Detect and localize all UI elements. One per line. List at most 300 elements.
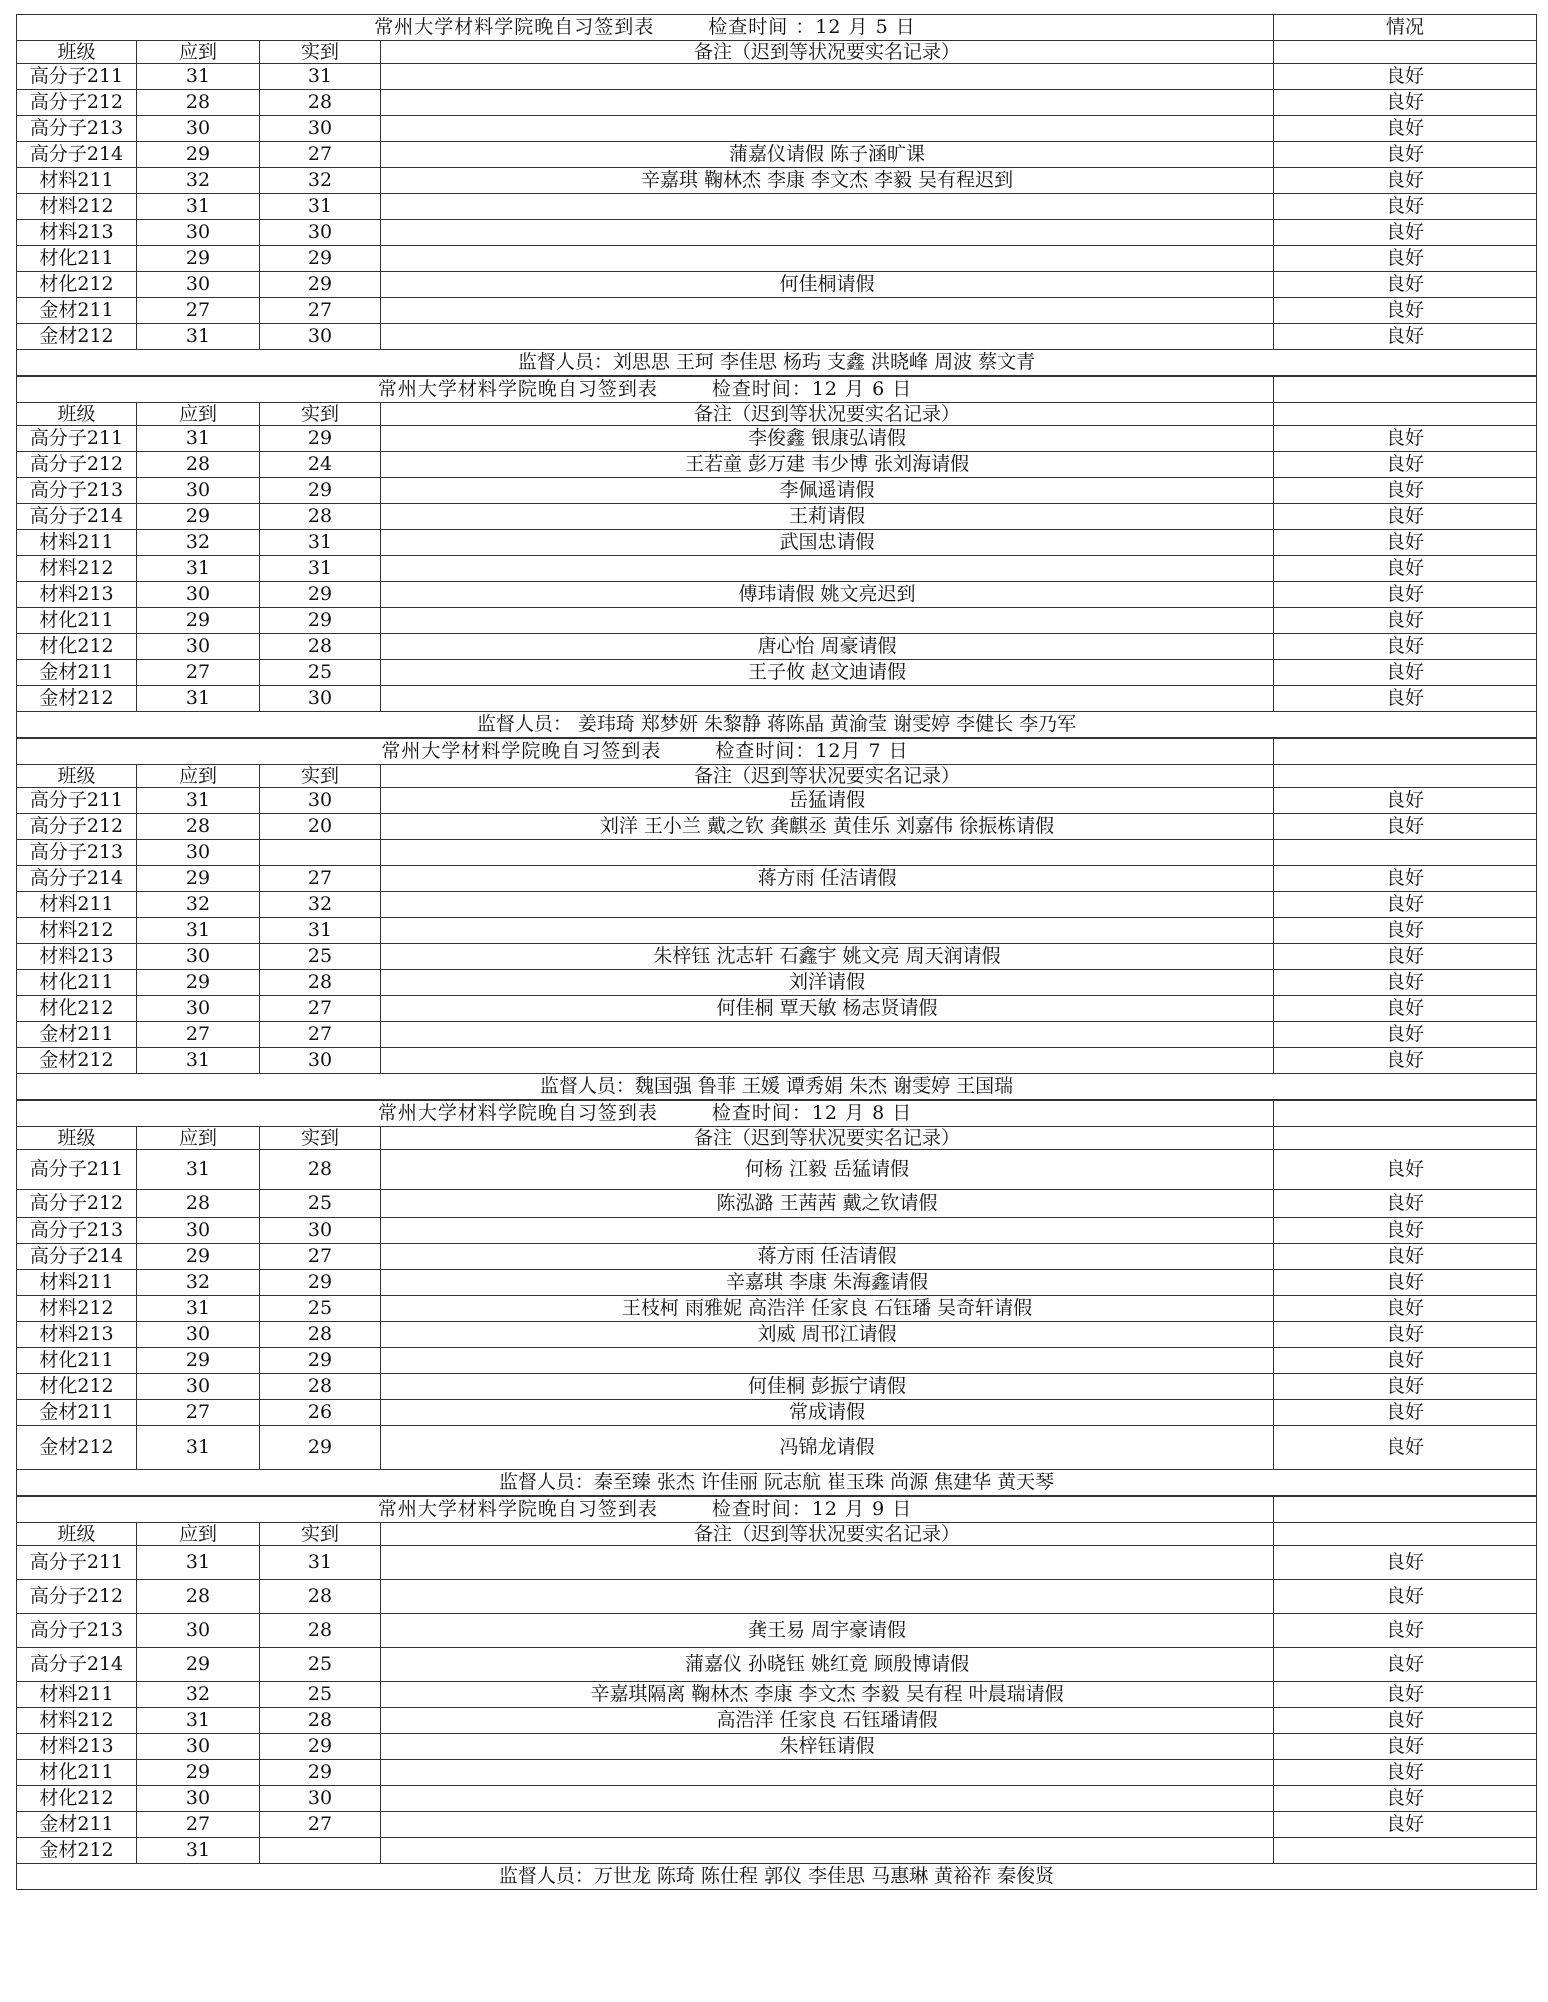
- actual-cell: 29: [260, 1734, 381, 1760]
- expected-cell: 31: [137, 1296, 260, 1322]
- col-header-note: 备注（迟到等状况要实名记录）: [381, 403, 1274, 426]
- class-cell: 材化211: [17, 1760, 137, 1786]
- class-cell: 材料212: [17, 556, 137, 582]
- table-row: [17, 1048, 1537, 1074]
- expected-cell: 29: [137, 142, 260, 168]
- note-cell: [381, 194, 1274, 220]
- expected-cell: 27: [137, 1022, 260, 1048]
- actual-cell: 28: [260, 634, 381, 660]
- class-cell: 材化212: [17, 272, 137, 298]
- status-cell: 良好: [1274, 1296, 1537, 1322]
- class-cell: 高分子214: [17, 504, 137, 530]
- class-cell: 高分子212: [17, 1580, 137, 1614]
- expected-cell: 31: [137, 1426, 260, 1470]
- actual-cell: 29: [260, 1760, 381, 1786]
- note-cell: 辛嘉琪 鞠林杰 李康 李文杰 李毅 吴有程迟到: [381, 168, 1274, 194]
- status-cell: 良好: [1274, 426, 1537, 452]
- table-row: [17, 194, 1537, 220]
- col-header-note: 备注（迟到等状况要实名记录）: [381, 1523, 1274, 1546]
- table-row: [17, 686, 1537, 712]
- supervisors-line: 监督人员： 姜玮琦 郑梦妍 朱黎静 蒋陈晶 黄渝莹 谢雯婷 李健长 李乃军: [17, 712, 1537, 738]
- status-cell: 良好: [1274, 582, 1537, 608]
- col-header-expected: 应到: [137, 41, 260, 64]
- actual-cell: 30: [260, 324, 381, 350]
- status-cell: 良好: [1274, 1048, 1537, 1074]
- check-date: 检查时间：12 月 9 日: [711, 1498, 913, 1520]
- note-cell: 王子攸 赵文迪请假: [381, 660, 1274, 686]
- note-cell: 辛嘉琪隔离 鞠林杰 李康 李文杰 李毅 吴有程 叶晨瑞请假: [381, 1682, 1274, 1708]
- table-row: [17, 1760, 1537, 1786]
- expected-cell: 28: [137, 90, 260, 116]
- col-header-blank: [1274, 1127, 1537, 1150]
- note-cell: 武国忠请假: [381, 530, 1274, 556]
- col-header-expected: 应到: [137, 1523, 260, 1546]
- note-cell: 李佩遥请假: [381, 478, 1274, 504]
- expected-cell: 31: [137, 918, 260, 944]
- table-row: [17, 660, 1537, 686]
- expected-cell: 27: [137, 298, 260, 324]
- note-cell: 刘洋 王小兰 戴之钦 龚麒丞 黄佳乐 刘嘉伟 徐振栋请假: [381, 814, 1274, 840]
- table-row: [17, 1708, 1537, 1734]
- status-cell: 良好: [1274, 246, 1537, 272]
- supervisors-line: 监督人员：魏国强 鲁菲 王媛 谭秀娟 朱杰 谢雯婷 王国瑞: [17, 1074, 1537, 1100]
- actual-cell: 31: [260, 194, 381, 220]
- note-cell: [381, 64, 1274, 90]
- table-row: [17, 556, 1537, 582]
- table-row: [17, 64, 1537, 90]
- check-date: 检查时间：12 月 6 日: [711, 378, 913, 400]
- status-header: [1274, 739, 1537, 765]
- expected-cell: 30: [137, 1614, 260, 1648]
- expected-cell: 31: [137, 426, 260, 452]
- table-row: [17, 1374, 1537, 1400]
- note-cell: [381, 1838, 1274, 1864]
- expected-cell: 29: [137, 866, 260, 892]
- actual-cell: 30: [260, 686, 381, 712]
- actual-cell: 25: [260, 660, 381, 686]
- actual-cell: 30: [260, 116, 381, 142]
- expected-cell: 30: [137, 1322, 260, 1348]
- table-row: [17, 168, 1537, 194]
- expected-cell: 31: [137, 1048, 260, 1074]
- status-cell: 良好: [1274, 1812, 1537, 1838]
- class-cell: 材化212: [17, 634, 137, 660]
- status-cell: 良好: [1274, 168, 1537, 194]
- class-cell: 材料213: [17, 944, 137, 970]
- note-cell: [381, 608, 1274, 634]
- table-row: [17, 1734, 1537, 1760]
- status-cell: 良好: [1274, 530, 1537, 556]
- actual-cell: 28: [260, 1322, 381, 1348]
- class-cell: 材料211: [17, 1270, 137, 1296]
- note-cell: 王若童 彭万建 韦少博 张刘海请假: [381, 452, 1274, 478]
- status-header: [1274, 1101, 1537, 1127]
- class-cell: 高分子213: [17, 840, 137, 866]
- status-cell: 良好: [1274, 892, 1537, 918]
- status-cell: 良好: [1274, 1218, 1537, 1244]
- status-cell: 良好: [1274, 1648, 1537, 1682]
- expected-cell: 31: [137, 324, 260, 350]
- actual-cell: 29: [260, 1426, 381, 1470]
- status-cell: 良好: [1274, 452, 1537, 478]
- class-cell: 高分子214: [17, 1648, 137, 1682]
- actual-cell: 28: [260, 1580, 381, 1614]
- actual-cell: 32: [260, 168, 381, 194]
- actual-cell: 29: [260, 478, 381, 504]
- class-cell: 高分子212: [17, 1190, 137, 1218]
- status-cell: 良好: [1274, 1270, 1537, 1296]
- actual-cell: 26: [260, 1400, 381, 1426]
- expected-cell: 29: [137, 1648, 260, 1682]
- note-cell: 蒋方雨 任洁请假: [381, 1244, 1274, 1270]
- actual-cell: 28: [260, 1150, 381, 1190]
- title-text: 常州大学材料学院晚自习签到表: [377, 1498, 658, 1520]
- col-header-expected: 应到: [137, 403, 260, 426]
- col-header-actual: 实到: [260, 403, 381, 426]
- note-cell: [381, 1048, 1274, 1074]
- status-cell: 良好: [1274, 1244, 1537, 1270]
- status-cell: 良好: [1274, 1022, 1537, 1048]
- status-cell: 良好: [1274, 944, 1537, 970]
- actual-cell: 31: [260, 556, 381, 582]
- expected-cell: 32: [137, 530, 260, 556]
- status-cell: 良好: [1274, 686, 1537, 712]
- table-row: [17, 478, 1537, 504]
- note-cell: [381, 116, 1274, 142]
- expected-cell: 27: [137, 660, 260, 686]
- class-cell: 高分子212: [17, 90, 137, 116]
- note-cell: 龚王易 周宇豪请假: [381, 1614, 1274, 1648]
- expected-cell: 30: [137, 634, 260, 660]
- table-row: [17, 1580, 1537, 1614]
- actual-cell: 28: [260, 1708, 381, 1734]
- status-cell: 良好: [1274, 1734, 1537, 1760]
- expected-cell: 30: [137, 478, 260, 504]
- check-date: 检查时间 ：12 月 5 日: [708, 16, 916, 38]
- actual-cell: 27: [260, 1812, 381, 1838]
- status-cell: 良好: [1274, 220, 1537, 246]
- note-cell: [381, 246, 1274, 272]
- expected-cell: 28: [137, 814, 260, 840]
- class-cell: 材化211: [17, 1348, 137, 1374]
- table-row: [17, 582, 1537, 608]
- expected-cell: 30: [137, 1374, 260, 1400]
- note-cell: 刘洋请假: [381, 970, 1274, 996]
- class-cell: 材料211: [17, 530, 137, 556]
- expected-cell: 30: [137, 582, 260, 608]
- class-cell: 金材211: [17, 1400, 137, 1426]
- col-header-class: 班级: [17, 41, 137, 64]
- status-cell: 良好: [1274, 866, 1537, 892]
- status-cell: 良好: [1274, 142, 1537, 168]
- class-cell: 高分子211: [17, 426, 137, 452]
- expected-cell: 31: [137, 686, 260, 712]
- table-row: [17, 970, 1537, 996]
- col-header-note: 备注（迟到等状况要实名记录）: [381, 1127, 1274, 1150]
- status-cell: 良好: [1274, 970, 1537, 996]
- class-cell: 材料213: [17, 1322, 137, 1348]
- expected-cell: 29: [137, 970, 260, 996]
- supervisors-line: 监督人员：秦至臻 张杰 许佳丽 阮志航 崔玉珠 尚源 焦建华 黄天琴: [17, 1470, 1537, 1496]
- note-cell: [381, 1786, 1274, 1812]
- class-cell: 材料213: [17, 220, 137, 246]
- col-header-note: 备注（迟到等状况要实名记录）: [381, 41, 1274, 64]
- status-cell: 良好: [1274, 1580, 1537, 1614]
- table-row: [17, 996, 1537, 1022]
- class-cell: 材化211: [17, 970, 137, 996]
- col-header-actual: 实到: [260, 1127, 381, 1150]
- note-cell: [381, 324, 1274, 350]
- actual-cell: 28: [260, 90, 381, 116]
- attendance-sheet: [16, 14, 1536, 1890]
- note-cell: 陈泓潞 王茜茜 戴之钦请假: [381, 1190, 1274, 1218]
- class-cell: 金材211: [17, 660, 137, 686]
- checkin-table: [16, 376, 1537, 738]
- note-cell: 常成请假: [381, 1400, 1274, 1426]
- class-cell: 材化212: [17, 1786, 137, 1812]
- status-cell: 良好: [1274, 1374, 1537, 1400]
- status-cell: 良好: [1274, 272, 1537, 298]
- expected-cell: 31: [137, 556, 260, 582]
- expected-cell: 30: [137, 840, 260, 866]
- expected-cell: 30: [137, 996, 260, 1022]
- note-cell: 高浩洋 任家良 石钰璠请假: [381, 1708, 1274, 1734]
- status-cell: 良好: [1274, 1426, 1537, 1470]
- note-cell: 蒲嘉仪 孙晓钰 姚红竟 顾殷博请假: [381, 1648, 1274, 1682]
- note-cell: [381, 1348, 1274, 1374]
- table-row: [17, 324, 1537, 350]
- col-header-class: 班级: [17, 1523, 137, 1546]
- expected-cell: 29: [137, 1244, 260, 1270]
- supervisors-line: 监督人员：万世龙 陈琦 陈仕程 郭仪 李佳思 马惠琳 黄裕祚 秦俊贤: [17, 1864, 1537, 1890]
- table-row: [17, 1322, 1537, 1348]
- class-cell: 材料211: [17, 1682, 137, 1708]
- actual-cell: 20: [260, 814, 381, 840]
- status-cell: 良好: [1274, 1708, 1537, 1734]
- class-cell: 高分子211: [17, 1150, 137, 1190]
- table-row: [17, 866, 1537, 892]
- note-cell: [381, 840, 1274, 866]
- status-cell: 良好: [1274, 90, 1537, 116]
- status-cell: 良好: [1274, 1190, 1537, 1218]
- note-cell: [381, 1218, 1274, 1244]
- class-cell: 材料212: [17, 918, 137, 944]
- expected-cell: 31: [137, 194, 260, 220]
- check-date: 检查时间：12 月 8 日: [711, 1102, 913, 1124]
- table-row: [17, 634, 1537, 660]
- note-cell: 冯锦龙请假: [381, 1426, 1274, 1470]
- table-row: [17, 272, 1537, 298]
- col-header-blank: [1274, 403, 1537, 426]
- class-cell: 材料213: [17, 582, 137, 608]
- note-cell: 辛嘉琪 李康 朱海鑫请假: [381, 1270, 1274, 1296]
- col-header-expected: 应到: [137, 1127, 260, 1150]
- table-row: [17, 1682, 1537, 1708]
- sheet-title: [17, 1497, 1274, 1523]
- note-cell: 何佳桐 彭振宁请假: [381, 1374, 1274, 1400]
- actual-cell: 25: [260, 1648, 381, 1682]
- status-cell: [1274, 1838, 1537, 1864]
- table-row: [17, 1244, 1537, 1270]
- table-row: [17, 1296, 1537, 1322]
- actual-cell: 29: [260, 426, 381, 452]
- col-header-expected: 应到: [137, 765, 260, 788]
- actual-cell: 30: [260, 1786, 381, 1812]
- sheet-title: [17, 1101, 1274, 1127]
- col-header-actual: 实到: [260, 765, 381, 788]
- table-row: [17, 1648, 1537, 1682]
- note-cell: 蒋方雨 任洁请假: [381, 866, 1274, 892]
- class-cell: 高分子211: [17, 64, 137, 90]
- actual-cell: 25: [260, 1190, 381, 1218]
- table-row: [17, 608, 1537, 634]
- actual-cell: 25: [260, 1682, 381, 1708]
- actual-cell: 28: [260, 970, 381, 996]
- expected-cell: 30: [137, 1734, 260, 1760]
- table-row: [17, 1812, 1537, 1838]
- expected-cell: 31: [137, 788, 260, 814]
- class-cell: 金材212: [17, 324, 137, 350]
- col-header-class: 班级: [17, 765, 137, 788]
- table-row: [17, 1270, 1537, 1296]
- expected-cell: 29: [137, 1760, 260, 1786]
- table-row: [17, 1190, 1537, 1218]
- class-cell: 金材212: [17, 1838, 137, 1864]
- class-cell: 材化212: [17, 1374, 137, 1400]
- actual-cell: 25: [260, 944, 381, 970]
- actual-cell: 29: [260, 1270, 381, 1296]
- title-text: 常州大学材料学院晚自习签到表: [377, 378, 658, 400]
- table-row: [17, 840, 1537, 866]
- actual-cell: 27: [260, 996, 381, 1022]
- note-cell: [381, 298, 1274, 324]
- status-cell: 良好: [1274, 298, 1537, 324]
- expected-cell: 32: [137, 168, 260, 194]
- table-row: [17, 1400, 1537, 1426]
- note-cell: [381, 220, 1274, 246]
- table-row: [17, 142, 1537, 168]
- class-cell: 高分子211: [17, 1546, 137, 1580]
- class-cell: 材料212: [17, 1296, 137, 1322]
- sheet-title: [17, 739, 1274, 765]
- expected-cell: 29: [137, 246, 260, 272]
- status-cell: 良好: [1274, 1150, 1537, 1190]
- table-row: [17, 814, 1537, 840]
- col-header-blank: [1274, 41, 1537, 64]
- note-cell: 朱梓钰请假: [381, 1734, 1274, 1760]
- note-cell: 傅玮请假 姚文亮迟到: [381, 582, 1274, 608]
- actual-cell: 30: [260, 220, 381, 246]
- col-header-class: 班级: [17, 403, 137, 426]
- note-cell: [381, 1546, 1274, 1580]
- actual-cell: 24: [260, 452, 381, 478]
- note-cell: [381, 1812, 1274, 1838]
- class-cell: 材料212: [17, 194, 137, 220]
- expected-cell: 30: [137, 220, 260, 246]
- note-cell: [381, 686, 1274, 712]
- note-cell: [381, 556, 1274, 582]
- table-row: [17, 1348, 1537, 1374]
- table-row: [17, 944, 1537, 970]
- note-cell: [381, 1760, 1274, 1786]
- actual-cell: 30: [260, 1218, 381, 1244]
- status-cell: 良好: [1274, 1614, 1537, 1648]
- class-cell: 材料211: [17, 168, 137, 194]
- class-cell: 金材211: [17, 1022, 137, 1048]
- actual-cell: 29: [260, 582, 381, 608]
- table-row: [17, 90, 1537, 116]
- expected-cell: 29: [137, 1348, 260, 1374]
- checkin-table: [16, 738, 1537, 1100]
- status-cell: 良好: [1274, 1322, 1537, 1348]
- expected-cell: 30: [137, 272, 260, 298]
- status-cell: 良好: [1274, 1546, 1537, 1580]
- sheet-title: [17, 377, 1274, 403]
- expected-cell: 29: [137, 608, 260, 634]
- actual-cell: 29: [260, 272, 381, 298]
- col-header-blank: [1274, 765, 1537, 788]
- table-row: [17, 246, 1537, 272]
- status-cell: 良好: [1274, 478, 1537, 504]
- table-row: [17, 892, 1537, 918]
- class-cell: 材料212: [17, 1708, 137, 1734]
- expected-cell: 27: [137, 1400, 260, 1426]
- actual-cell: 27: [260, 1022, 381, 1048]
- table-row: [17, 220, 1537, 246]
- class-cell: 高分子211: [17, 788, 137, 814]
- note-cell: 朱梓钰 沈志轩 石鑫宇 姚文亮 周天润请假: [381, 944, 1274, 970]
- status-cell: 良好: [1274, 660, 1537, 686]
- actual-cell: 25: [260, 1296, 381, 1322]
- table-row: [17, 504, 1537, 530]
- note-cell: [381, 1022, 1274, 1048]
- col-header-class: 班级: [17, 1127, 137, 1150]
- class-cell: 高分子214: [17, 142, 137, 168]
- status-cell: 良好: [1274, 1400, 1537, 1426]
- check-date: 检查时间：12月 7 日: [715, 740, 909, 762]
- class-cell: 高分子213: [17, 116, 137, 142]
- status-cell: 良好: [1274, 1760, 1537, 1786]
- class-cell: 高分子214: [17, 866, 137, 892]
- actual-cell: 28: [260, 504, 381, 530]
- status-cell: 良好: [1274, 918, 1537, 944]
- title-text: 常州大学材料学院晚自习签到表: [377, 1102, 658, 1124]
- class-cell: 高分子213: [17, 1218, 137, 1244]
- expected-cell: 30: [137, 116, 260, 142]
- col-header-actual: 实到: [260, 1523, 381, 1546]
- note-cell: 王莉请假: [381, 504, 1274, 530]
- table-row: [17, 1546, 1537, 1580]
- class-cell: 高分子212: [17, 452, 137, 478]
- status-header: 情况: [1274, 15, 1537, 41]
- actual-cell: 28: [260, 1614, 381, 1648]
- expected-cell: 32: [137, 892, 260, 918]
- table-row: [17, 1786, 1537, 1812]
- col-header-note: 备注（迟到等状况要实名记录）: [381, 765, 1274, 788]
- checkin-table: [16, 1496, 1537, 1890]
- status-cell: 良好: [1274, 194, 1537, 220]
- expected-cell: 28: [137, 1190, 260, 1218]
- title-text: 常州大学材料学院晚自习签到表: [381, 740, 662, 762]
- status-header: [1274, 1497, 1537, 1523]
- expected-cell: 30: [137, 944, 260, 970]
- table-row: [17, 1838, 1537, 1864]
- table-row: [17, 788, 1537, 814]
- status-cell: 良好: [1274, 1786, 1537, 1812]
- status-cell: 良好: [1274, 788, 1537, 814]
- status-cell: 良好: [1274, 116, 1537, 142]
- class-cell: 材料213: [17, 1734, 137, 1760]
